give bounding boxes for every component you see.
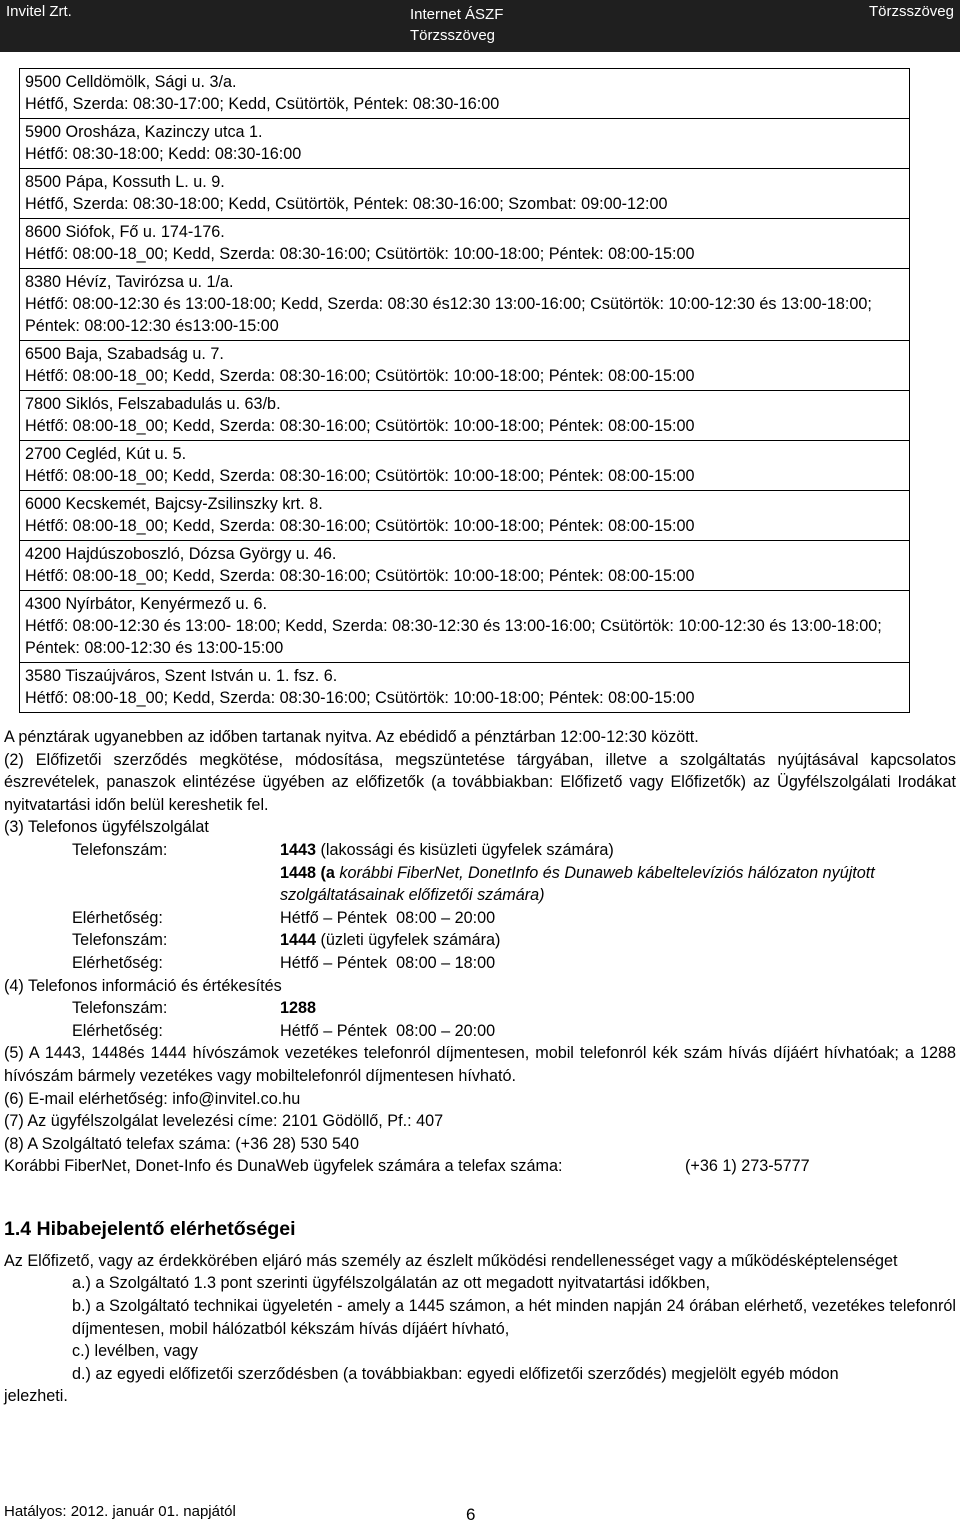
office-address: 2700 Cegléd, Kút u. 5.	[25, 445, 187, 463]
office-hours: Hétfő: 08:00-18_00; Kedd, Szerda: 08:30-16:00; Csütörtök: 10:00-18:00; Péntek: 08:00-15:00	[25, 517, 695, 535]
office-address: 5900 Orosháza, Kazinczy utca 1.	[25, 123, 263, 141]
legacy-fax-line	[4, 1155, 956, 1178]
phone-1448	[212, 862, 956, 907]
office-hours: Hétfő: 08:00-12:30 és 13:00-18:00; Kedd, Szerda: 08:30 és12:30 13:00-16:00; Csütörtök: 10:00-12:30 és 13:00-18:00; Péntek: 08:00-12:30 és13:00-15:00	[25, 295, 872, 335]
number-1444: 1444	[280, 931, 317, 950]
header-title-line2: Törzsszöveg	[410, 27, 496, 44]
desc-1443: (lakossági és kisüzleti ügyfelek számára)	[316, 840, 614, 859]
office-address: 8500 Pápa, Kossuth L. u. 9.	[25, 173, 225, 191]
sales-line-grid	[4, 997, 956, 1042]
list-item: a.) a Szolgáltató 1.3 pont szerinti ügyfélszolgálatán az ott megadott nyitvatartási időkben,	[72, 1274, 710, 1293]
office-hours: Hétfő: 08:00-18_00; Kedd, Szerda: 08:30-16:00; Csütörtök: 10:00-18:00; Péntek: 08:00-15:00	[25, 467, 695, 485]
list-item: d.) az egyedi előfizetői szerződésben (a továbbiakban: egyedi előfizetői szerződés) megjelölt egyéb módon	[72, 1364, 839, 1383]
avail-label: Elérhetőség:	[72, 908, 163, 927]
avail-label: Elérhetőség:	[72, 953, 163, 972]
number-1288: 1288	[280, 999, 317, 1018]
paragraph-6: (6) E-mail elérhetőség: info@invitel.co.hu	[4, 1089, 301, 1108]
phone-label: Telefonszám:	[72, 931, 168, 950]
number-1448: 1448 (a	[280, 863, 335, 882]
legacy-fax-number: (+36 1) 273-5777	[685, 1157, 810, 1176]
table-row	[20, 118, 909, 168]
table-row	[20, 390, 909, 440]
office-hours: Hétfő: 08:30-18:00; Kedd: 08:30-16:00	[25, 145, 302, 163]
office-hours: Hétfő: 08:00-18_00; Kedd, Szerda: 08:30-16:00; Csütörtök: 10:00-18:00; Péntek: 08:00-15:00	[25, 689, 695, 707]
header-document-title	[410, 4, 503, 46]
header-section: Törzsszöveg	[868, 3, 954, 20]
table-row	[20, 340, 909, 390]
phone-label: Telefonszám:	[72, 999, 168, 1018]
office-address: 4200 Hajdúszoboszló, Dózsa György u. 46.	[25, 545, 337, 563]
avail-hours-2: Hétfő – Péntek 08:00 – 18:00	[280, 953, 496, 972]
office-hours-table	[19, 68, 910, 713]
office-hours: Hétfő, Szerda: 08:30-17:00; Kedd, Csütörtök, Péntek: 08:30-16:00	[25, 95, 500, 113]
table-row	[20, 540, 909, 590]
phone-service-grid	[4, 839, 956, 975]
office-hours: Hétfő: 08:00-18_00; Kedd, Szerda: 08:30-16:00; Csütörtök: 10:00-18:00; Péntek: 08:00-15:00	[25, 367, 695, 385]
paragraph-8: (8) A Szolgáltató telefax száma: (+36 28) 530 540	[4, 1134, 359, 1153]
office-hours: Hétfő: 08:00-18_00; Kedd, Szerda: 08:30-16:00; Csütörtök: 10:00-18:00; Péntek: 08:00-15:00	[25, 417, 695, 435]
table-row	[20, 490, 909, 540]
fault-report-intro: Az Előfizető, vagy az érdekkörében eljáró más személy az észlelt működési rendellenességet vagy a működésképtelenséget	[4, 1251, 898, 1270]
office-address: 6000 Kecskemét, Bajcsy-Zsilinszky krt. 8.	[25, 495, 323, 513]
page-number: 6	[466, 1505, 476, 1524]
list-item: b.) a Szolgáltató technikai ügyeletén - amely a 1445 számon, a hét minden napján 24 órában elérhető, vezetékes telefonról díjmentesen, mobil hálózatból kékszám hívás díjáért hívható,	[72, 1297, 956, 1338]
header-title-line1: Internet ÁSZF	[410, 6, 504, 23]
avail-hours-3: Hétfő – Péntek 08:00 – 20:00	[280, 1021, 496, 1040]
office-hours: Hétfő: 08:00-18_00; Kedd, Szerda: 08:30-16:00; Csütörtök: 10:00-18:00; Péntek: 08:00-15:00	[25, 567, 695, 585]
table-row	[20, 440, 909, 490]
table-row	[20, 590, 909, 662]
office-hours: Hétfő: 08:00-12:30 és 13:00- 18:00; Kedd, Szerda: 08:30-12:30 és 13:00-16:00; Csütörtök: 10:00-12:30 és 13:00-18:00; Péntek: 08:00-12:30 és 13:00-15:00	[25, 617, 882, 657]
office-hours: Hétfő: 08:00-18_00; Kedd, Szerda: 08:30-16:00; Csütörtök: 10:00-18:00; Péntek: 08:00-15:00	[25, 245, 695, 263]
paragraph-7: (7) Az ügyfélszolgálat levelezési címe: 2101 Gödöllő, Pf.: 407	[4, 1112, 444, 1131]
office-address: 7800 Siklós, Felszabadulás u. 63/b.	[25, 395, 281, 413]
paragraph-3-title: (3) Telefonos ügyfélszolgálat	[4, 818, 209, 837]
office-address: 8600 Siófok, Fő u. 174-176.	[25, 223, 225, 241]
footer-effective-date: Hatályos: 2012. január 01. napjától	[4, 1503, 236, 1520]
office-address: 3580 Tiszaújváros, Szent István u. 1. fsz. 6.	[25, 667, 338, 685]
closing-word: jelezheti.	[4, 1387, 68, 1406]
table-row	[20, 662, 909, 712]
office-address: 6500 Baja, Szabadság u. 7.	[25, 345, 224, 363]
phone-label: Telefonszám:	[72, 840, 168, 859]
header-company: Invitel Zrt.	[6, 3, 72, 20]
table-row	[20, 268, 909, 340]
office-address: 8380 Hévíz, Tavirózsa u. 1/a.	[25, 273, 234, 291]
desc-1448: korábbi FiberNet, DonetInfo és Dunaweb kábeltelevíziós hálózaton nyújtott szolgáltatásainak előfizetői számára)	[280, 863, 875, 905]
phone-1443	[212, 839, 956, 862]
table-row	[20, 168, 909, 218]
paragraph-2: (2) Előfizetői szerződés megkötése, módosítása, megszüntetése tárgyában, illetve a szolgáltatás nyújtásával kapcsolatos észrevételek, panaszok elintézése ügyében az előfizetők (a továbbiakban: Előfizető vagy Előfizetők) az Ügyfélszolgálati Irodákat nyitvatartási időn belül kereshetik fel.	[4, 750, 956, 814]
fault-report-channels	[4, 1272, 956, 1385]
paragraph-4-title: (4) Telefonos információ és értékesítés	[4, 976, 282, 995]
table-row	[20, 69, 909, 118]
office-hours: Hétfő, Szerda: 08:30-18:00; Kedd, Csütörtök, Péntek: 08:30-16:00; Szombat: 09:00-12:00	[25, 195, 668, 213]
phone-1444	[212, 929, 956, 952]
document-body	[4, 726, 956, 1408]
avail-hours-1: Hétfő – Péntek 08:00 – 20:00	[280, 908, 496, 927]
legacy-fax-label: Korábbi FiberNet, Donet-Info és DunaWeb ügyfelek számára a telefax száma:	[4, 1157, 563, 1176]
office-address: 4300 Nyírbátor, Kenyérmező u. 6.	[25, 595, 268, 613]
cashdesk-note: A pénztárak ugyanebben az időben tartanak nyitva. Az ebédidő a pénztárban 12:00-12:30 között.	[4, 728, 699, 746]
paragraph-5: (5) A 1443, 1448és 1444 hívószámok vezetékes telefonról díjmentesen, mobil telefonról kék szám hívás díjáért hívhatóak; a 1288 hívószám bármely vezetékes vagy mobiltelefonról díjmentesen hívható.	[4, 1044, 956, 1085]
section-heading-1-4: 1.4 Hibabejelentő elérhetőségei	[4, 1217, 296, 1240]
office-address: 9500 Celldömölk, Sági u. 3/a.	[25, 73, 237, 91]
number-1443: 1443	[280, 840, 317, 859]
desc-1444: (üzleti ügyfelek számára)	[316, 931, 501, 950]
page-header	[0, 0, 960, 52]
table-row	[20, 218, 909, 268]
avail-label: Elérhetőség:	[72, 1021, 163, 1040]
list-item: c.) levélben, vagy	[72, 1342, 198, 1361]
